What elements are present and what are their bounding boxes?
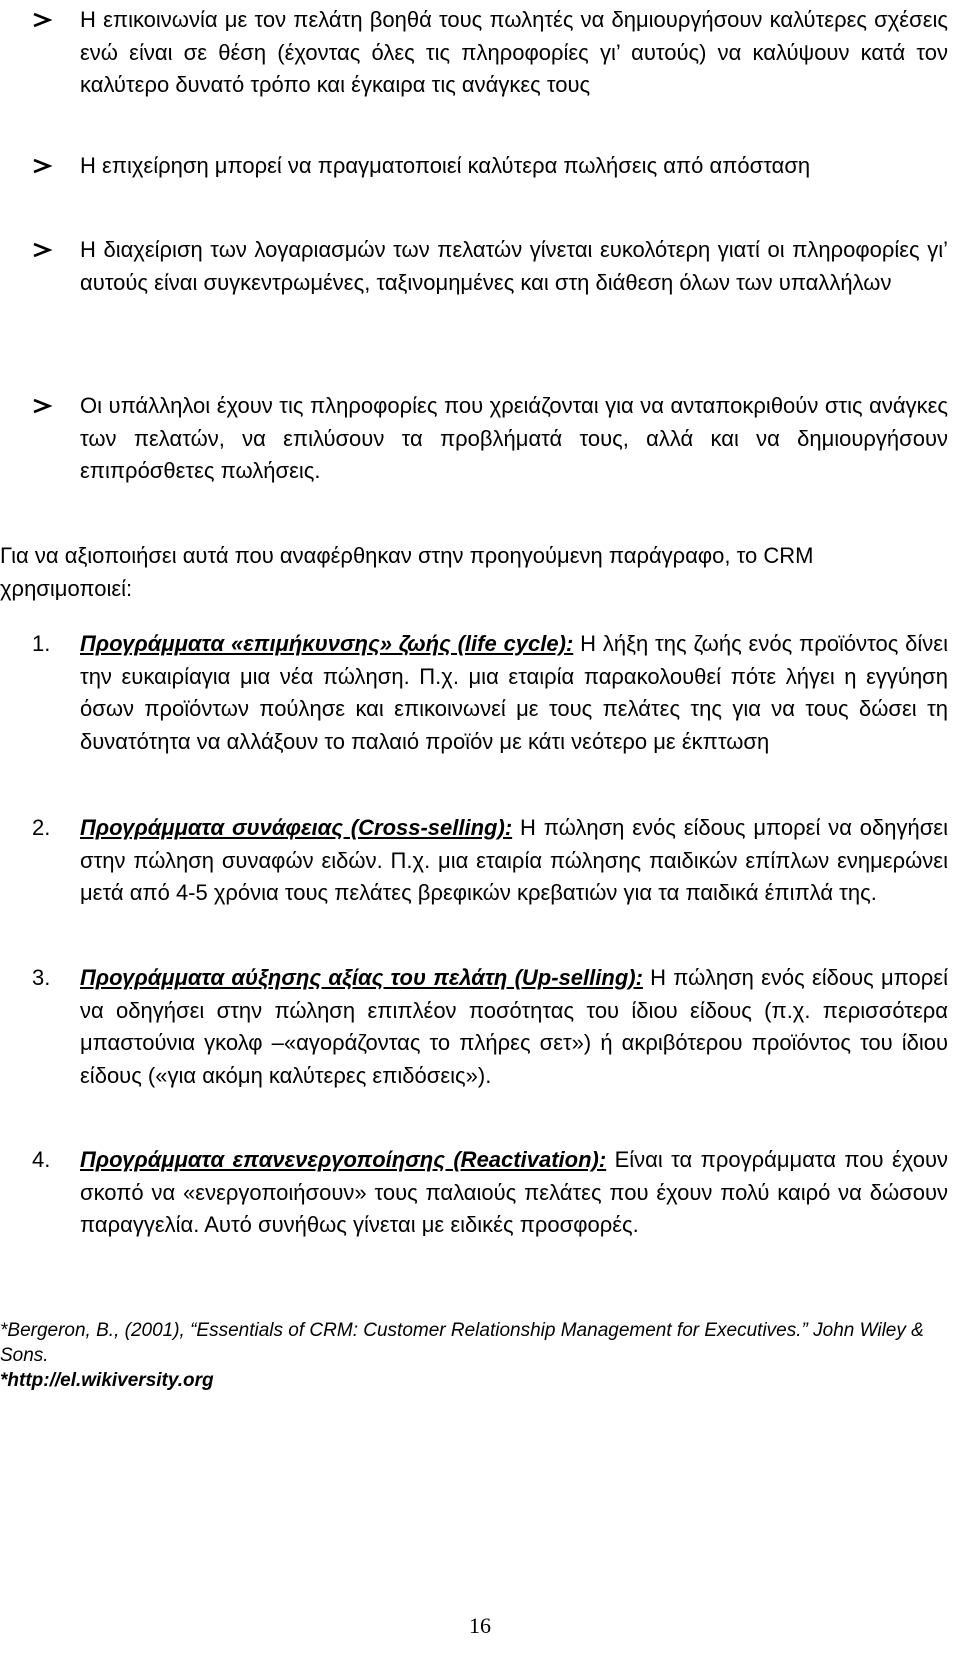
item-number: 1. (32, 631, 51, 656)
numbered-item (32, 628, 948, 758)
item-text: Η πώληση ενός είδους μπορεί να οδηγήσει στην πώληση συναφών ειδών. Π.χ. μια εταιρία πώλησης παιδικών επίπλων ενημερώνει μετά από 4-5 χρόνια τους πελάτες βρεφικών κρεβατιών για τα παιδικά έπιπλά της. (80, 815, 948, 905)
item-body (80, 628, 948, 758)
item-number: 3. (32, 965, 51, 990)
bullet-text: Η διαχείριση των λογαριασμών των πελατών γίνεται ευκολότερη γιατί οι πληροφορίες γι’ αυτούς είναι συγκεντρωμένες, ταξινομημένες και στη διάθεση όλων των υπαλλήλων (80, 237, 948, 295)
item-body (80, 812, 948, 910)
bullet-text: Η επιχείρηση μπορεί να πραγματοποιεί καλύτερα πωλήσεις από απόσταση (80, 153, 811, 178)
item-body (80, 1144, 948, 1242)
arrowhead-bullet-icon (32, 243, 52, 257)
arrowhead-bullet-icon (32, 13, 52, 27)
references (0, 1318, 948, 1393)
item-heading: Προγράμματα συνάφειας (Cross-selling): (80, 815, 513, 840)
intro-paragraph: Για να αξιοποιήσει αυτά που αναφέρθηκαν στην προηγούμενη παράγραφο, το CRM χρησιμοποιεί: (0, 543, 814, 601)
numbered-item (32, 962, 948, 1092)
bullet-text: Η επικοινωνία με τον πελάτη βοηθά τους πωλητές να δημιουργήσουν καλύτερες σχέσεις ενώ είναι σε θέση (έχοντας όλες τις πληροφορίες γι’ αυτούς) να καλύψουν κατά τον καλύτερο δυνατό τρόπο και έγκαιρα τις ανάγκες τους (80, 7, 948, 97)
item-heading: Προγράμματα επανενεργοποίησης (Reactivation): (80, 1147, 607, 1172)
bullet-item (32, 390, 948, 488)
page-number: 16 (469, 1613, 491, 1638)
item-heading: Προγράμματα «επιμήκυνσης» ζωής (life cycle): (80, 631, 574, 656)
item-number: 2. (32, 815, 51, 840)
reference-citation: *Bergeron, B., (2001), “Essentials of CRM: Customer Relationship Management for Executives.” John Wiley & Sons. (0, 1320, 924, 1366)
item-heading: Προγράμματα αύξησης αξίας του πελάτη (Up-selling): (80, 965, 643, 990)
bullet-item (32, 4, 948, 102)
item-body (80, 962, 948, 1092)
arrowhead-bullet-icon (32, 399, 52, 413)
bullet-item (32, 150, 948, 183)
item-text: Η λήξη της ζωής ενός προϊόντος δίνει την ευκαιρίαγια μια νέα πώληση. Π.χ. μια εταιρία παρακολουθεί πότε λήγει η εγγύηση όσων προϊόντων πούλησε και επικοινωνεί με τους πελάτες της για να τους δώσει τη δυνατότητα να αλλάξουν το παλαιό προϊόν με κάτι νεότερο με έκπτωση (80, 631, 949, 754)
numbered-item (32, 812, 948, 910)
reference-website: *http://el.wikiversity.org (0, 1370, 214, 1391)
arrowhead-bullet-icon (32, 159, 52, 173)
bullet-item (32, 234, 948, 299)
bullet-text: Οι υπάλληλοι έχουν τις πληροφορίες που χρειάζονται για να ανταποκριθούν στις ανάγκες των πελατών, να επιλύσουν τα προβλήματά τους, αλλά και να δημιουργήσουν επιπρόσθετες πωλήσεις. (80, 393, 948, 483)
item-text: Η πώληση ενός είδους μπορεί να οδηγήσει στην πώληση επιπλέον ποσότητας του ίδιου είδους (π.χ. περισσότερα μπαστούνια γκολφ –«αγοράζοντας το πλήρες σετ») ή ακριβότερου προϊόντος του ίδιου είδους («για ακόμη καλύτερες επιδόσεις»). (80, 965, 948, 1088)
numbered-item (32, 1144, 948, 1242)
item-number: 4. (32, 1147, 51, 1172)
item-text: Είναι τα προγράμματα που έχουν σκοπό να «ενεργοποιήσουν» τους παλαιούς πελάτες που έχουν πολύ καιρό να δώσουν παραγγελία. Αυτό συνήθως γίνεται με ειδικές προσφορές. (80, 1147, 949, 1237)
